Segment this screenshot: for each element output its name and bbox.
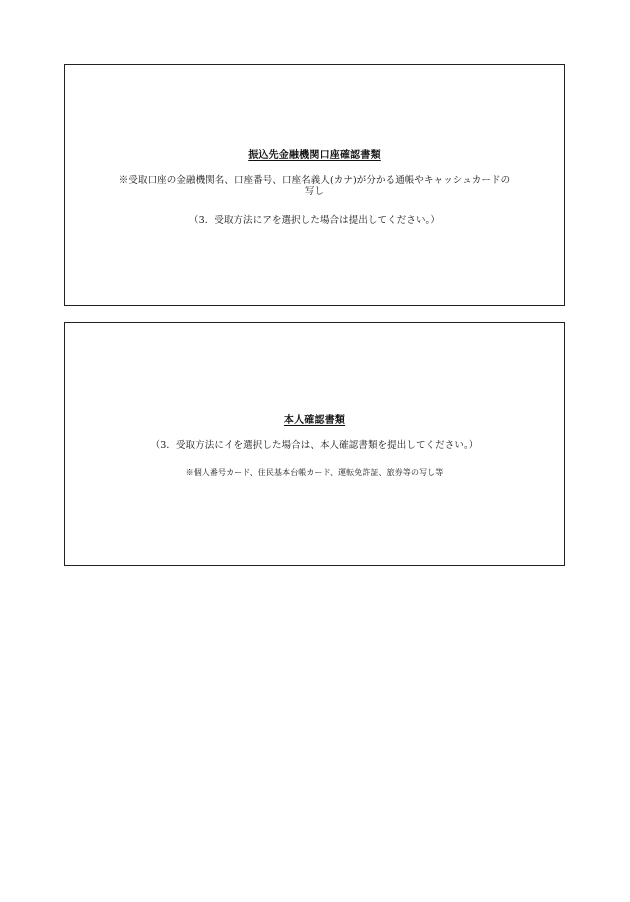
- identity-document-box: [64, 322, 565, 566]
- bank-account-document-note: [85, 175, 544, 197]
- bank-account-document-instruction: （3．受取方法にアを選択した場合は提出してください。）: [189, 215, 440, 226]
- bank-account-document-title: 振込先金融機関口座確認書類: [248, 150, 381, 161]
- identity-document-instruction: （3．受取方法にイを選択した場合は、本人確認書類を提出してください。）: [150, 440, 479, 451]
- bank-account-document-note-line2: 写し: [304, 186, 325, 197]
- bank-account-document-note-line1: ※受取口座の金融機関名、口座番号、口座名義人(カナ)が分かる通帳やキャッシュカードの: [118, 175, 511, 186]
- bank-account-document-box: [64, 64, 565, 306]
- identity-document-title: 本人確認書類: [283, 415, 346, 426]
- identity-document-note: ※個人番号カード、住民基本台帳カード、運転免許証、旅券等の写し等: [185, 468, 444, 477]
